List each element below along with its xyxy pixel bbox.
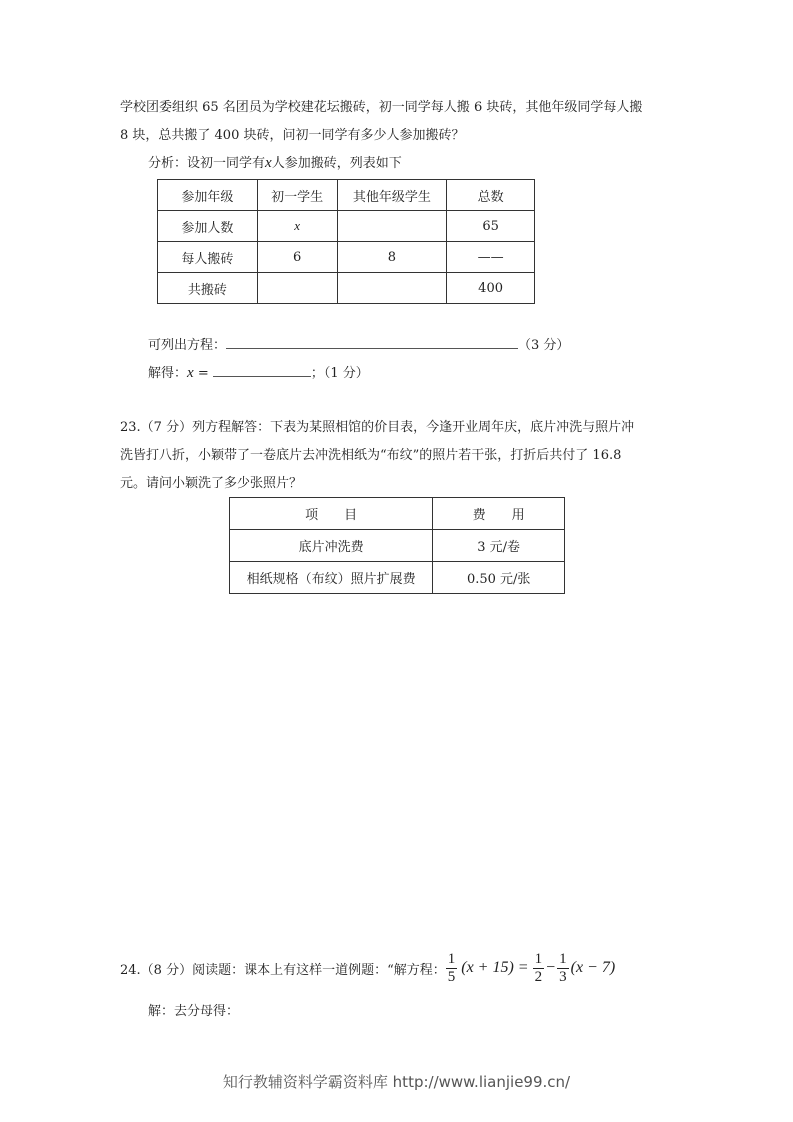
table-header-cell: 项 目	[230, 498, 433, 530]
table-cell: 6	[257, 242, 337, 273]
variable-x: x	[265, 155, 272, 171]
table-cell	[257, 273, 337, 304]
problem-22-line-1: 学校团委组织 65 名团员为学校建花坛搬砖，初一同学每人搬 6 块砖，其他年级同学每人搬	[120, 100, 643, 115]
solve-equals: =	[193, 366, 213, 381]
fraction-one-half: $\frac{1}{2}$	[534, 950, 543, 985]
equation-label: 可列出方程：	[148, 338, 227, 353]
table-row	[230, 530, 565, 562]
problem-24-step: 解：去分母得：	[148, 1004, 240, 1019]
equation-minus: −	[546, 959, 556, 976]
table-cell: 每人搬砖	[158, 242, 258, 273]
equation-blank[interactable]	[226, 336, 518, 349]
solve-line	[148, 362, 369, 382]
brick-table	[157, 179, 535, 304]
solve-points: ；（1 分）	[310, 366, 369, 381]
table-row	[230, 562, 565, 594]
table-cell: 65	[447, 211, 535, 242]
table-cell: x	[257, 211, 337, 242]
equation-points: （3 分）	[518, 338, 570, 353]
table-cell: ——	[447, 242, 535, 273]
problem-22-line-2: 8 块，总共搬了 400 块砖，问初一同学有多少人参加搬砖？	[120, 128, 465, 143]
problem-23-line-2: 洗皆打八折，小颖带了一卷底片去冲洗相纸为“布纹”的照片若干张，打折后共付了 16.8	[120, 448, 622, 463]
analysis-suffix: 人参加搬砖，列表如下	[271, 156, 402, 171]
table-cell: 0.50 元/张	[433, 562, 565, 594]
fraction-one-fifth: $\frac{1}{5}$	[447, 950, 456, 985]
price-table	[229, 497, 565, 594]
problem-24-intro: 24.（8 分）阅读题：课本上有这样一道例题：“解方程：	[120, 962, 446, 978]
table-header-cell: 参加年级	[158, 180, 258, 211]
table-header-row	[230, 498, 565, 530]
table-cell: 底片冲洗费	[230, 530, 433, 562]
table-cell: 相纸规格（布纹）照片扩展费	[230, 562, 433, 594]
table-cell: 3 元/卷	[433, 530, 565, 562]
table-row	[158, 211, 535, 242]
solve-label: 解得：	[148, 366, 188, 381]
table-cell: 8	[337, 242, 447, 273]
table-header-cell: 其他年级学生	[337, 180, 447, 211]
problem-23-line-1: 23.（7 分）列方程解答：下表为某照相馆的价目表，今逢开业周年庆，底片冲洗与照片冲	[120, 420, 635, 435]
table-cell	[337, 273, 447, 304]
table-cell	[337, 211, 447, 242]
table-cell: 400	[447, 273, 535, 304]
table-row	[158, 242, 535, 273]
fraction-one-third: $\frac{1}{3}$	[559, 950, 567, 985]
solve-variable: x	[187, 365, 194, 381]
table-header-cell: 总数	[447, 180, 535, 211]
equation-lhs-tail: (x + 15) =	[461, 959, 529, 976]
table-header-cell: 费 用	[433, 498, 565, 530]
table-header-cell: 初一学生	[257, 180, 337, 211]
problem-24-line	[120, 948, 615, 988]
solve-blank[interactable]	[213, 364, 311, 377]
analysis-prefix: 分析：设初一同学有	[148, 156, 266, 171]
table-row	[158, 273, 535, 304]
problem-22-analysis	[148, 152, 402, 172]
page-footer: 知行教辅资料学霸资料库 http://www.lianjie99.cn/	[222, 1073, 571, 1091]
table-cell: 参加人数	[158, 211, 258, 242]
equation-rhs-tail: (x − 7)	[570, 959, 616, 976]
equation-line	[148, 334, 569, 353]
table-cell: 共搬砖	[158, 273, 258, 304]
problem-23-line-3: 元。请问小颖洗了多少张照片？	[120, 476, 303, 491]
table-header-row	[158, 180, 535, 211]
